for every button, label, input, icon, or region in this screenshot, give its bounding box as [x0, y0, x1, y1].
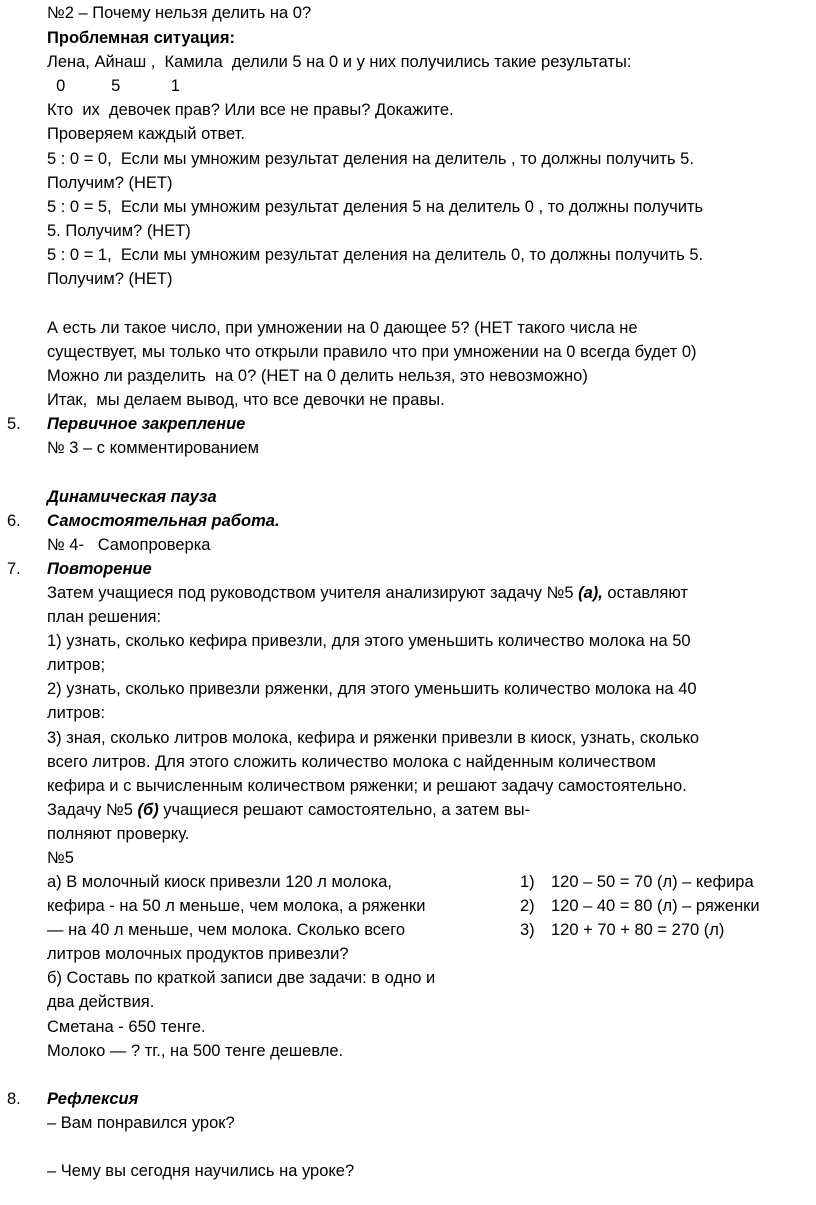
check-2-line-2: 5. Получим? (НЕТ) — [47, 222, 191, 240]
problem-a-line-4: литров молочных продуктов привезли? — [47, 945, 349, 963]
section-6-text: № 4- Самопроверка — [47, 536, 211, 554]
problem-b-line-3: Сметана - 650 тенге. — [47, 1018, 206, 1036]
question-line: Кто их девочек прав? Или все не правы? Докажите. — [47, 101, 454, 119]
reflection-question-1: – Вам понравился урок? — [47, 1114, 235, 1132]
step-2-line-2: литров: — [47, 704, 106, 722]
step-2-line-1: 2) узнать, сколько привезли ряженки, для этого уменьшить количество молока на 40 — [47, 680, 697, 698]
section-8-number: 8. — [7, 1090, 21, 1108]
problem-text: Лена, Айнаш , Камила делили 5 на 0 и у них получились такие результаты: — [47, 53, 632, 71]
section-6-number: 6. — [7, 512, 21, 530]
check-3-line-1: 5 : 0 = 1, Если мы умножим результат деления на делитель 0, то должны получить 5. — [47, 246, 704, 264]
step-3-line-2: всего литров. Для этого сложить количество молока с найденным количеством — [47, 753, 656, 771]
task-5b-line-2: полняют проверку. — [47, 825, 190, 843]
section-5-number: 5. — [7, 415, 21, 433]
task-5b-line: Задачу №5 (б) учащиеся решают самостоятельно, а затем вы- — [47, 801, 531, 819]
section-5-title: Первичное закрепление — [47, 415, 246, 433]
reflection-question-2: – Чему вы сегодня научились на уроке? — [47, 1162, 355, 1180]
solution-1-text: 120 – 50 = 70 (л) – кефира — [551, 873, 754, 891]
problem-b-line-4: Молоко — ? тг., на 500 тенге дешевле. — [47, 1042, 344, 1060]
check-line: Проверяем каждый ответ. — [47, 125, 245, 143]
solution-3-text: 120 + 70 + 80 = 270 (л) — [551, 921, 725, 939]
section-7-intro: Затем учащиеся под руководством учителя анализируют задачу №5 (а), оставляют — [47, 584, 688, 602]
conclusion-line-2: существует, мы только что открыли правило что при умножении на 0 всегда будет 0) — [47, 343, 697, 361]
dynamic-pause: Динамическая пауза — [47, 488, 217, 506]
task-title: №2 – Почему нельзя делить на 0? — [47, 4, 312, 22]
problem-a-line-1: а) В молочный киоск привезли 120 л молока, — [47, 873, 393, 891]
section-7-number: 7. — [7, 560, 21, 578]
results-line: 0 5 1 — [47, 77, 180, 95]
solution-2-text: 120 – 40 = 80 (л) – ряженки — [551, 897, 760, 915]
problem-heading: Проблемная ситуация: — [47, 29, 235, 47]
conclusion-line-4: Итак, мы делаем вывод, что все девочки не правы. — [47, 391, 445, 409]
solution-1-number: 1) — [520, 873, 535, 891]
solution-2-number: 2) — [520, 897, 535, 915]
step-1-line-1: 1) узнать, сколько кефира привезли, для этого уменьшить количество молока на 50 — [47, 632, 691, 650]
section-7-title: Повторение — [47, 560, 152, 578]
check-1-line-2: Получим? (НЕТ) — [47, 174, 173, 192]
problem-5-number: №5 — [47, 849, 74, 867]
section-5-text: № 3 – с комментированием — [47, 439, 259, 457]
check-2-line-1: 5 : 0 = 5, Если мы умножим результат деления 5 на делитель 0 , то должны получить — [47, 198, 704, 216]
check-1-line-1: 5 : 0 = 0, Если мы умножим результат деления на делитель , то должны получить 5. — [47, 150, 694, 168]
step-1-line-2: литров; — [47, 656, 106, 674]
step-3-line-1: 3) зная, сколько литров молока, кефира и ряженки привезли в киоск, узнать, сколько — [47, 729, 700, 747]
conclusion-line-1: А есть ли такое число, при умножении на 0 дающее 5? (НЕТ такого числа не — [47, 319, 638, 337]
problem-b-line-2: два действия. — [47, 993, 155, 1011]
problem-a-line-3: — на 40 л меньше, чем молока. Сколько всего — [47, 921, 406, 939]
step-3-line-3: кефира и с вычисленным количеством ряженки; и решают задачу самостоятельно. — [47, 777, 687, 795]
solution-3-number: 3) — [520, 921, 535, 939]
section-8-title: Рефлексия — [47, 1090, 139, 1108]
check-3-line-2: Получим? (НЕТ) — [47, 270, 173, 288]
problem-b-line-1: б) Составь по краткой записи две задачи: в одно и — [47, 969, 436, 987]
conclusion-line-3: Можно ли разделить на 0? (НЕТ на 0 делить нельзя, это невозможно) — [47, 367, 588, 385]
problem-a-line-2: кефира - на 50 л меньше, чем молока, а ряженки — [47, 897, 426, 915]
section-7-intro-2: план решения: — [47, 608, 162, 626]
section-6-title: Самостоятельная работа. — [47, 512, 280, 530]
